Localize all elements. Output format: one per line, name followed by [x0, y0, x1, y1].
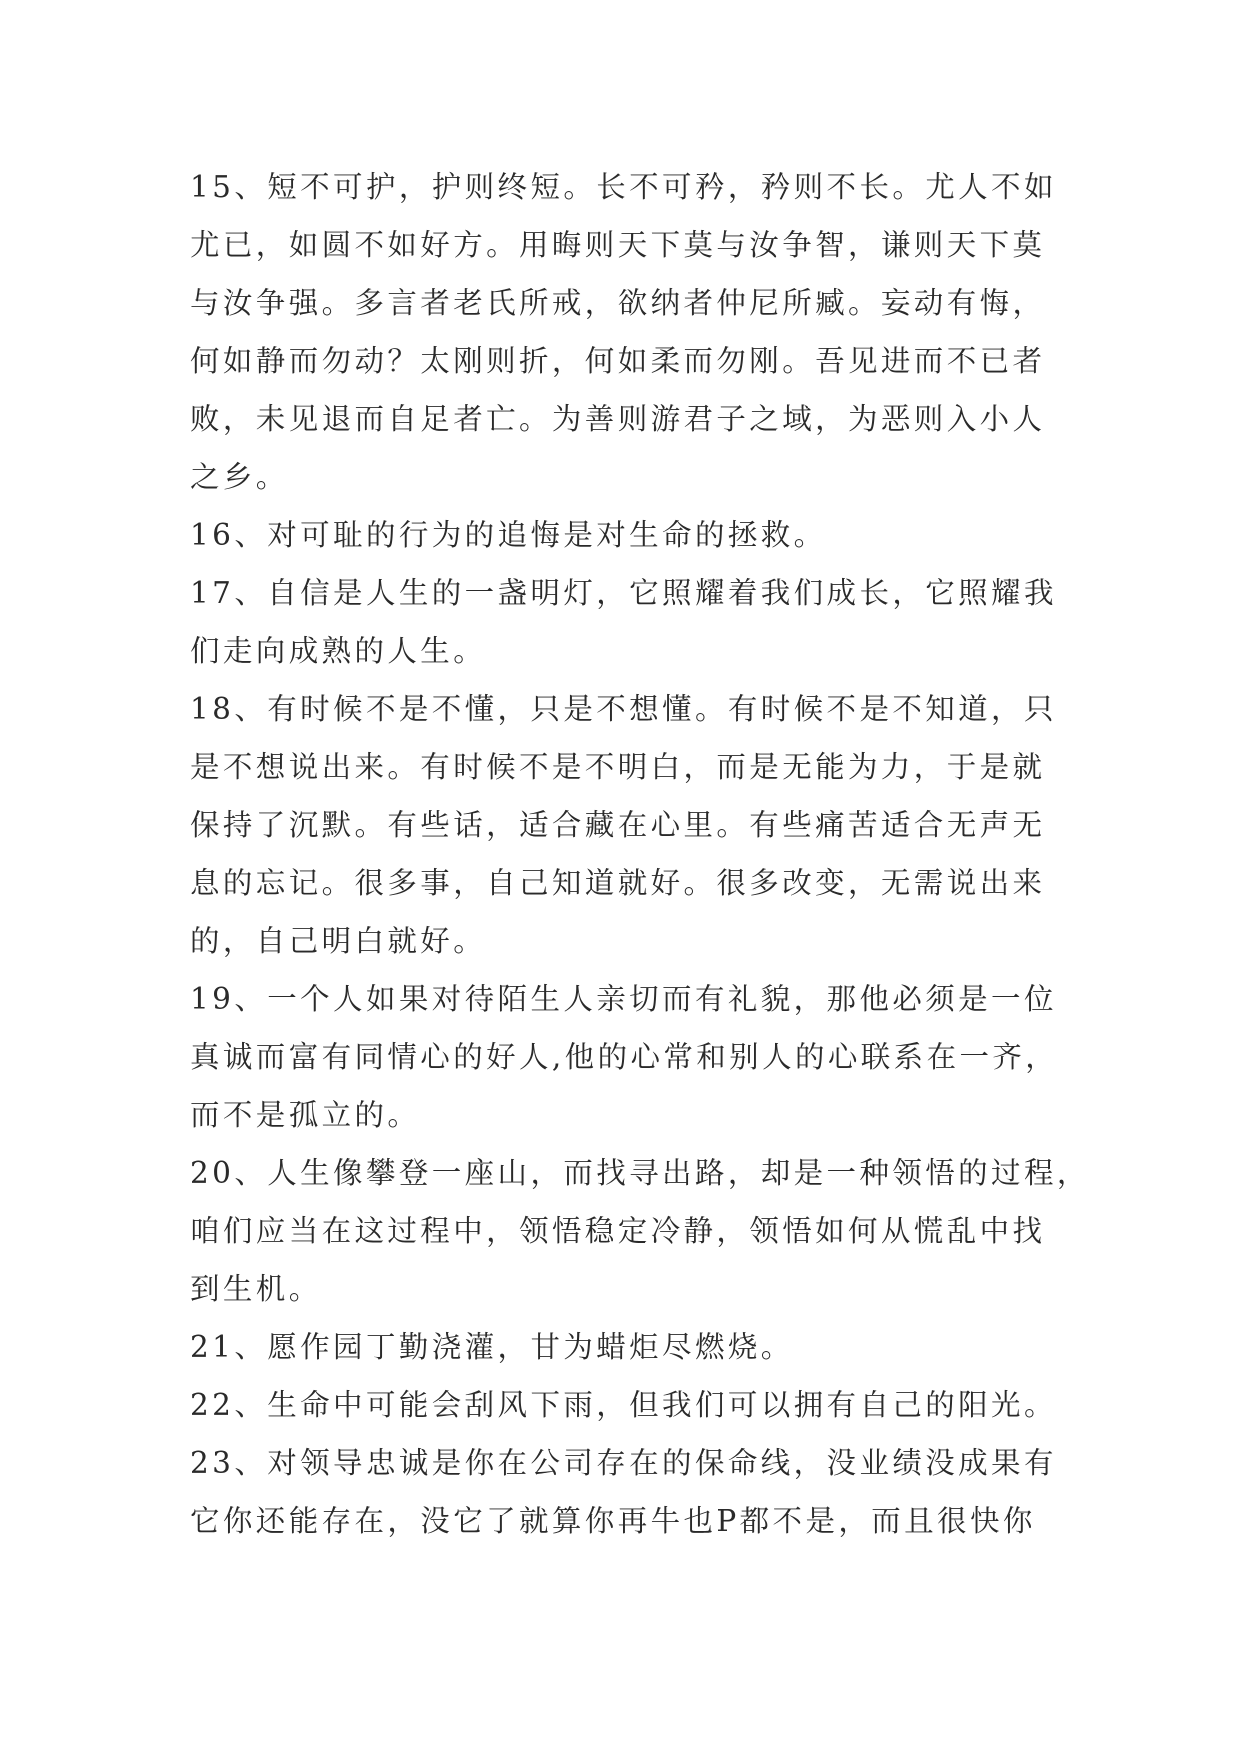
text-line: 15、短不可护，护则终短。长不可矜，矜则不长。尤人不如: [190, 170, 1057, 204]
text-line: 到生机。: [190, 1272, 322, 1306]
text-line: 23、对领导忠诚是你在公司存在的保命线，没业绩没成果有: [190, 1446, 1057, 1480]
text-line: 22、生命中可能会刮风下雨，但我们可以拥有自己的阳光。: [190, 1388, 1057, 1422]
text-line: 18、有时候不是不懂，只是不想懂。有时候不是不知道，只: [190, 692, 1057, 726]
text-line: 与汝争强。多言者老氏所戒，欲纳者仲尼所臧。妄动有悔，: [190, 286, 1046, 320]
text-line: 们走向成熟的人生。: [190, 634, 487, 668]
text-line: 真诚而富有同情心的好人,他的心常和别人的心联系在一齐，: [190, 1040, 1059, 1074]
text-line: 21、愿作园丁勤浇灌，甘为蜡炬尽燃烧。: [190, 1330, 794, 1364]
text-line: 败，未见退而自足者亡。为善则游君子之域，为恶则入小人: [190, 402, 1046, 436]
text-line: 保持了沉默。有些话，适合藏在心里。有些痛苦适合无声无: [190, 808, 1046, 842]
text-line: 息的忘记。很多事，自己知道就好。很多改变，无需说出来: [190, 866, 1046, 900]
text-line: 17、自信是人生的一盏明灯，它照耀着我们成长，它照耀我: [190, 576, 1057, 610]
text-line: 何如静而勿动？太刚则折，何如柔而勿刚。吾见进而不已者: [190, 344, 1046, 378]
text-line: 的，自己明白就好。: [190, 924, 487, 958]
text-line: 之乡。: [190, 460, 289, 494]
text-line: 20、人生像攀登一座山，而找寻出路，却是一种领悟的过程，: [190, 1156, 1090, 1190]
text-line: 是不想说出来。有时候不是不明白，而是无能为力，于是就: [190, 750, 1046, 784]
text-line: 咱们应当在这过程中，领悟稳定冷静，领悟如何从慌乱中找: [190, 1214, 1046, 1248]
text-line: 16、对可耻的行为的追悔是对生命的拯救。: [190, 518, 827, 552]
text-line: 尤已，如圆不如好方。用晦则天下莫与汝争智，谦则天下莫: [190, 228, 1046, 262]
text-line: 19、一个人如果对待陌生人亲切而有礼貌，那他必须是一位: [190, 982, 1057, 1016]
text-line: 它你还能存在，没它了就算你再牛也P都不是，而且很快你: [190, 1504, 1036, 1538]
text-line: 而不是孤立的。: [190, 1098, 421, 1132]
